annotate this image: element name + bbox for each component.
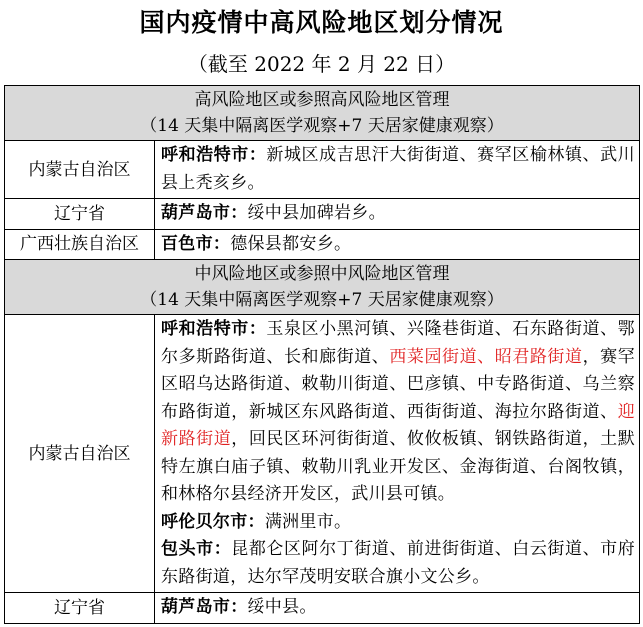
hulunbuir-block <box>161 509 635 537</box>
area-list: ，回民区环河街街道、攸攸板镇、钢铁路街道，土默特左旗白庙子镇、敕勒川乳业开发区、金海街道、台阁牧镇，和林格尔县经济开发区，武川县可镇。 <box>161 429 635 504</box>
page-subtitle: （截至 2022 年 2 月 22 日） <box>187 52 456 76</box>
area-list: 绥中县。 <box>247 597 317 617</box>
high-risk-heading: 高风险地区或参照高风险地区管理 <box>194 90 450 110</box>
medium-risk-heading: 中风险地区或参照中风险地区管理 <box>194 264 450 284</box>
area-list: 德保县都安乡。 <box>230 233 352 254</box>
areas-cell <box>155 593 640 624</box>
highlighted-area: 迎新路街道 <box>161 401 635 449</box>
city-name: 呼伦贝尔市： <box>161 511 265 532</box>
area-list: ，赛罕区昭乌达路街道、敕勒川街道、巴彦镇、中专路街道、乌兰察布路街道，新城区东风路街道、西街街道、海拉尔路街道、 <box>161 346 635 422</box>
high-risk-section-header <box>5 86 640 141</box>
table-row <box>5 315 640 593</box>
area-list: 新城区成吉思汗大街街道、赛罕区榆林镇、武川县上秃亥乡。 <box>161 145 635 193</box>
city-name: 百色市： <box>161 233 231 254</box>
high-risk-note: （14 天集中隔离医学观察+7 天居家健康观察） <box>140 116 504 136</box>
city-name: 葫芦岛市： <box>161 203 248 223</box>
medium-risk-section-header <box>5 260 640 315</box>
areas-cell <box>155 141 640 199</box>
province-cell: 辽宁省 <box>5 593 155 624</box>
areas-cell <box>155 315 640 593</box>
areas-cell <box>155 229 640 260</box>
medium-risk-note: （14 天集中隔离医学观察+7 天居家健康观察） <box>140 290 504 310</box>
area-list: 绥中县加碑岩乡。 <box>247 203 386 223</box>
risk-area-table <box>4 85 640 624</box>
city-name: 包头市： <box>161 539 232 559</box>
areas-cell <box>155 199 640 230</box>
table-row <box>5 593 640 624</box>
highlighted-area: 西菜园街道、昭君路街道 <box>389 346 583 367</box>
city-name: 葫芦岛市： <box>161 597 248 617</box>
area-list: 满洲里市。 <box>264 511 352 532</box>
province-cell: 辽宁省 <box>5 199 155 230</box>
province-cell: 内蒙古自治区 <box>5 315 155 593</box>
baotou-block <box>161 536 635 591</box>
city-name: 呼和浩特市： <box>161 145 267 165</box>
hohhot-block <box>161 316 635 509</box>
province-cell: 广西壮族自治区 <box>5 229 155 260</box>
area-list: 昆都仑区阿尔丁街道、前进街街道、白云街道、市府东路街道，达尔罕茂明安联合旗小文公乡。 <box>161 539 635 587</box>
table-row <box>5 229 640 260</box>
table-row <box>5 199 640 230</box>
area-list: 玉泉区小黑河镇、兴隆巷街道、石东路街道、鄂尔多斯路街道、长和廊街道、 <box>161 319 635 367</box>
table-row <box>5 141 640 199</box>
page-title: 国内疫情中高风险地区划分情况 <box>139 8 504 37</box>
province-cell: 内蒙古自治区 <box>5 141 155 199</box>
city-name: 呼和浩特市： <box>161 319 267 339</box>
